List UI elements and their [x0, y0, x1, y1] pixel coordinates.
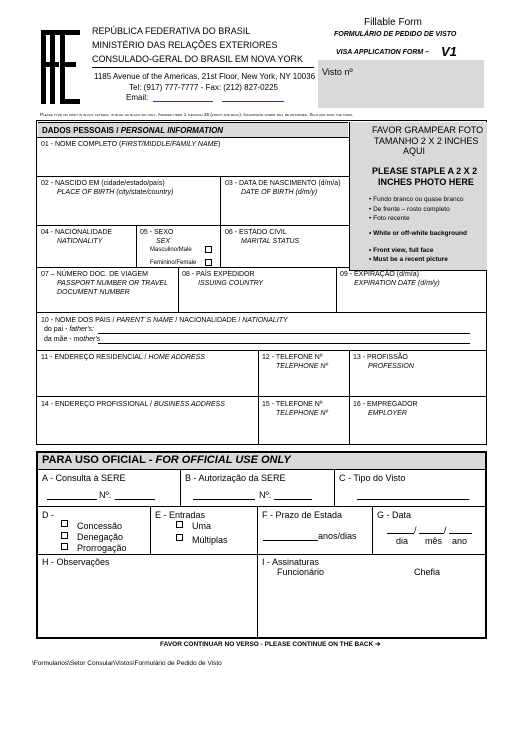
prorrogacao-label: Prorrogação	[77, 543, 127, 553]
field-09-label-en: EXPIRATION DATE (d/m/y)	[354, 280, 440, 287]
prorrogacao-checkbox[interactable]	[61, 543, 68, 550]
personal-title: DADOS PESSOAIS / PERSONAL INFORMATION	[42, 126, 224, 135]
mes-label: mês	[425, 536, 443, 546]
field-06-label-en: MARITAL STATUS	[241, 238, 300, 245]
data-mes-input[interactable]	[419, 533, 444, 534]
field-08-label: 08 - PAÍS EXPEDIDOR	[182, 271, 255, 278]
field-03-label: 03 - DATA DE NASCIMENTO (d/m/a)	[225, 180, 341, 187]
file-path: \Formularios\Setor Consular\Vistos\Formulário de Pedido de Visto	[32, 660, 222, 667]
field-16-label-en: EMPLOYER	[368, 410, 407, 417]
funcionario-label: Funcionário	[277, 567, 325, 577]
gov-line-2: MINISTÉRIO DAS RELAÇÕES EXTERIORES	[92, 40, 278, 50]
autorizacao-sere-input-1[interactable]	[193, 499, 255, 500]
photo-bullet-pt-2: • De frente – rosto completo	[369, 206, 450, 213]
photo-pt-2: TAMANHO 2 X 2 INCHES	[374, 136, 479, 146]
concessao-checkbox[interactable]	[61, 520, 68, 527]
photo-en-2: INCHES PHOTO HERE	[378, 177, 474, 187]
female-label: Feminino/Female	[150, 260, 197, 266]
email-link-1[interactable]	[153, 101, 213, 102]
ano-label: ano	[452, 536, 468, 546]
fillable-form-label: Fillable Form	[364, 17, 422, 28]
consulate-address: 1185 Avenue of the Americas, 21st Floor, New York, NY 10036	[94, 72, 316, 81]
official-b-no: Nº.	[259, 490, 272, 500]
male-checkbox[interactable]	[205, 246, 212, 253]
field-10-label: 10 - NOME DOS PAIS / PARENT´S NAME / NACIONALIDADE / NATIONALITY	[41, 317, 288, 324]
arrow-right-icon: ➔	[375, 641, 381, 648]
gov-line-1: REPÚBLICA FEDERATIVA DO BRASIL	[92, 26, 251, 36]
photo-bullet-pt-3: • Foto recente	[369, 215, 410, 222]
denegacao-label: Denegação	[77, 532, 124, 542]
data-ano-input[interactable]	[449, 533, 472, 534]
field-07-label-en-1: PASSPORT NUMBER OR TRAVEL	[57, 280, 168, 287]
father-label: do pai - father's:	[44, 326, 94, 333]
official-c-label: C - Tipo do Visto	[339, 473, 406, 483]
field-04-label: 04 - NACIONALIDADE	[41, 229, 113, 236]
official-f-label: F - Prazo de Estada	[262, 510, 343, 520]
field-09-label: 09 - EXPIRAÇÃO (d/m/a)	[340, 271, 419, 278]
header-rule	[92, 67, 314, 68]
field-03-label-en: DATE OF BIRTH (d/m/y)	[241, 189, 318, 196]
chefia-label: Chefia	[414, 567, 441, 577]
photo-en-1: PLEASE STAPLE A 2 X 2	[372, 166, 478, 176]
field-15-label: 15 - TELEFONE Nº	[262, 401, 323, 408]
tipo-visto-input[interactable]	[357, 499, 469, 500]
field-01-label: 01 - NOME COMPLETO (FIRST/MIDDLE/FAMILY NAME)	[41, 141, 221, 148]
field-16-label: 16 - EMPREGADOR	[353, 401, 418, 408]
photo-bullet-en-2: • Front view, full face	[369, 247, 434, 254]
field-13-label-en: PROFESSION	[368, 363, 414, 370]
official-e-label: E - Entradas	[155, 510, 206, 520]
field-06-label: 06 - ESTADO CIVIL	[225, 229, 287, 236]
autorizacao-sere-input-2[interactable]	[274, 499, 312, 500]
field-12-label: 12 - TELEFONE Nº	[262, 354, 323, 361]
field-12-label-en: TELEPHONE Nº	[276, 363, 328, 370]
anos-dias-label: anos/dias	[318, 531, 357, 541]
form-title: FORMULÁRIO DE PEDIDO DE VISTO	[334, 31, 457, 38]
full-name-input[interactable]	[40, 152, 345, 174]
field-05-label: 05 - SEXO	[140, 229, 174, 236]
visto-label: Visto nº	[322, 67, 353, 77]
gov-line-3: CONSULADO-GERAL DO BRASIL EM NOVA YORK	[92, 54, 304, 64]
field-05-label-en: SEX	[156, 238, 171, 245]
female-checkbox[interactable]	[205, 259, 212, 266]
place-of-birth-input[interactable]	[40, 199, 218, 223]
field-02-label-en: PLACE OF BIRTH (city/state/country)	[57, 189, 174, 196]
observacoes-input[interactable]	[40, 568, 254, 636]
multiplas-label: Múltiplas	[192, 535, 228, 545]
official-title: PARA USO OFICIAL - FOR OFFICIAL USE ONLY	[42, 454, 291, 466]
official-i-label: I - Assinaturas	[262, 557, 320, 567]
mother-label: da mãe - mother's	[44, 336, 101, 343]
date-of-birth-input[interactable]	[223, 199, 347, 223]
field-13-label: 13 - PROFISSÃO	[353, 354, 408, 361]
uma-label: Uma	[192, 521, 212, 531]
uma-checkbox[interactable]	[176, 521, 183, 528]
photo-pt-1: FAVOR GRAMPEAR FOTO	[372, 125, 484, 135]
denegacao-checkbox[interactable]	[61, 532, 68, 539]
field-02-label: 02 - NASCIDO EM (cidade/estado/país)	[41, 180, 165, 187]
email-link-2[interactable]	[222, 101, 284, 102]
official-h-label: H - Observações	[42, 557, 110, 567]
form-title-en: VISA APPLICATION FORM –	[336, 49, 430, 56]
photo-bullet-en-3: • Must be a recent picture	[369, 256, 448, 263]
photo-bullet-pt-1: • Fundo branco ou quase branco	[369, 196, 464, 203]
dia-label: dia	[396, 536, 409, 546]
concessao-label: Concessão	[77, 521, 123, 531]
official-b-label: B - Autorização da SERE	[185, 473, 286, 483]
field-08-label-en: ISSUING COUNTRY	[198, 280, 264, 287]
field-04-label-en: NATIONALITY	[57, 238, 103, 245]
consulate-logo-icon	[38, 26, 82, 108]
photo-bullet-en-1: • White or off-white background	[369, 230, 467, 237]
field-14-label: 14 - ENDEREÇO PROFISSIONAL / BUSINESS ADDRESS	[41, 401, 225, 408]
consulta-sere-input-1[interactable]	[47, 499, 97, 500]
instructions: Please type or print in block letters, in blue or black ink only. Answer items 1 through 26 (front and back). Incomplete forms will be returned. Sign and date the form.	[40, 112, 354, 117]
consulate-phone: Tel: (917) 777-7777 - Fax: (212) 827-0225	[129, 83, 278, 92]
official-d-label: D -	[42, 510, 54, 520]
official-a-no: Nº.	[99, 490, 112, 500]
form-version: V1	[441, 44, 457, 59]
email-label: Email:	[126, 93, 149, 102]
multiplas-checkbox[interactable]	[176, 534, 183, 541]
data-dia-input[interactable]	[387, 533, 414, 534]
continue-note: FAVOR CONTINUAR NO VERSO - PLEASE CONTINUE ON THE BACK ➔	[160, 641, 381, 648]
mother-name-input[interactable]	[98, 343, 470, 344]
consulta-sere-input-2[interactable]	[115, 499, 155, 500]
male-label: Masculino/Male	[150, 247, 192, 253]
official-a-label: A - Consulta à SERE	[42, 473, 126, 483]
father-name-input[interactable]	[98, 333, 470, 334]
official-g-label: G - Data	[377, 510, 412, 520]
field-11-label: 11 - ENDEREÇO RESIDENCIAL / HOME ADDRESS	[41, 354, 205, 361]
prazo-estada-input[interactable]	[263, 540, 318, 541]
field-07-label: 07 – NÚMERO DOC. DE VIAGEM	[41, 271, 148, 278]
photo-pt-3: AQUI	[403, 146, 426, 156]
field-07-label-en-2: DOCUMENT NUMBER	[57, 289, 130, 296]
field-15-label-en: TELEPHONE Nº	[276, 410, 328, 417]
